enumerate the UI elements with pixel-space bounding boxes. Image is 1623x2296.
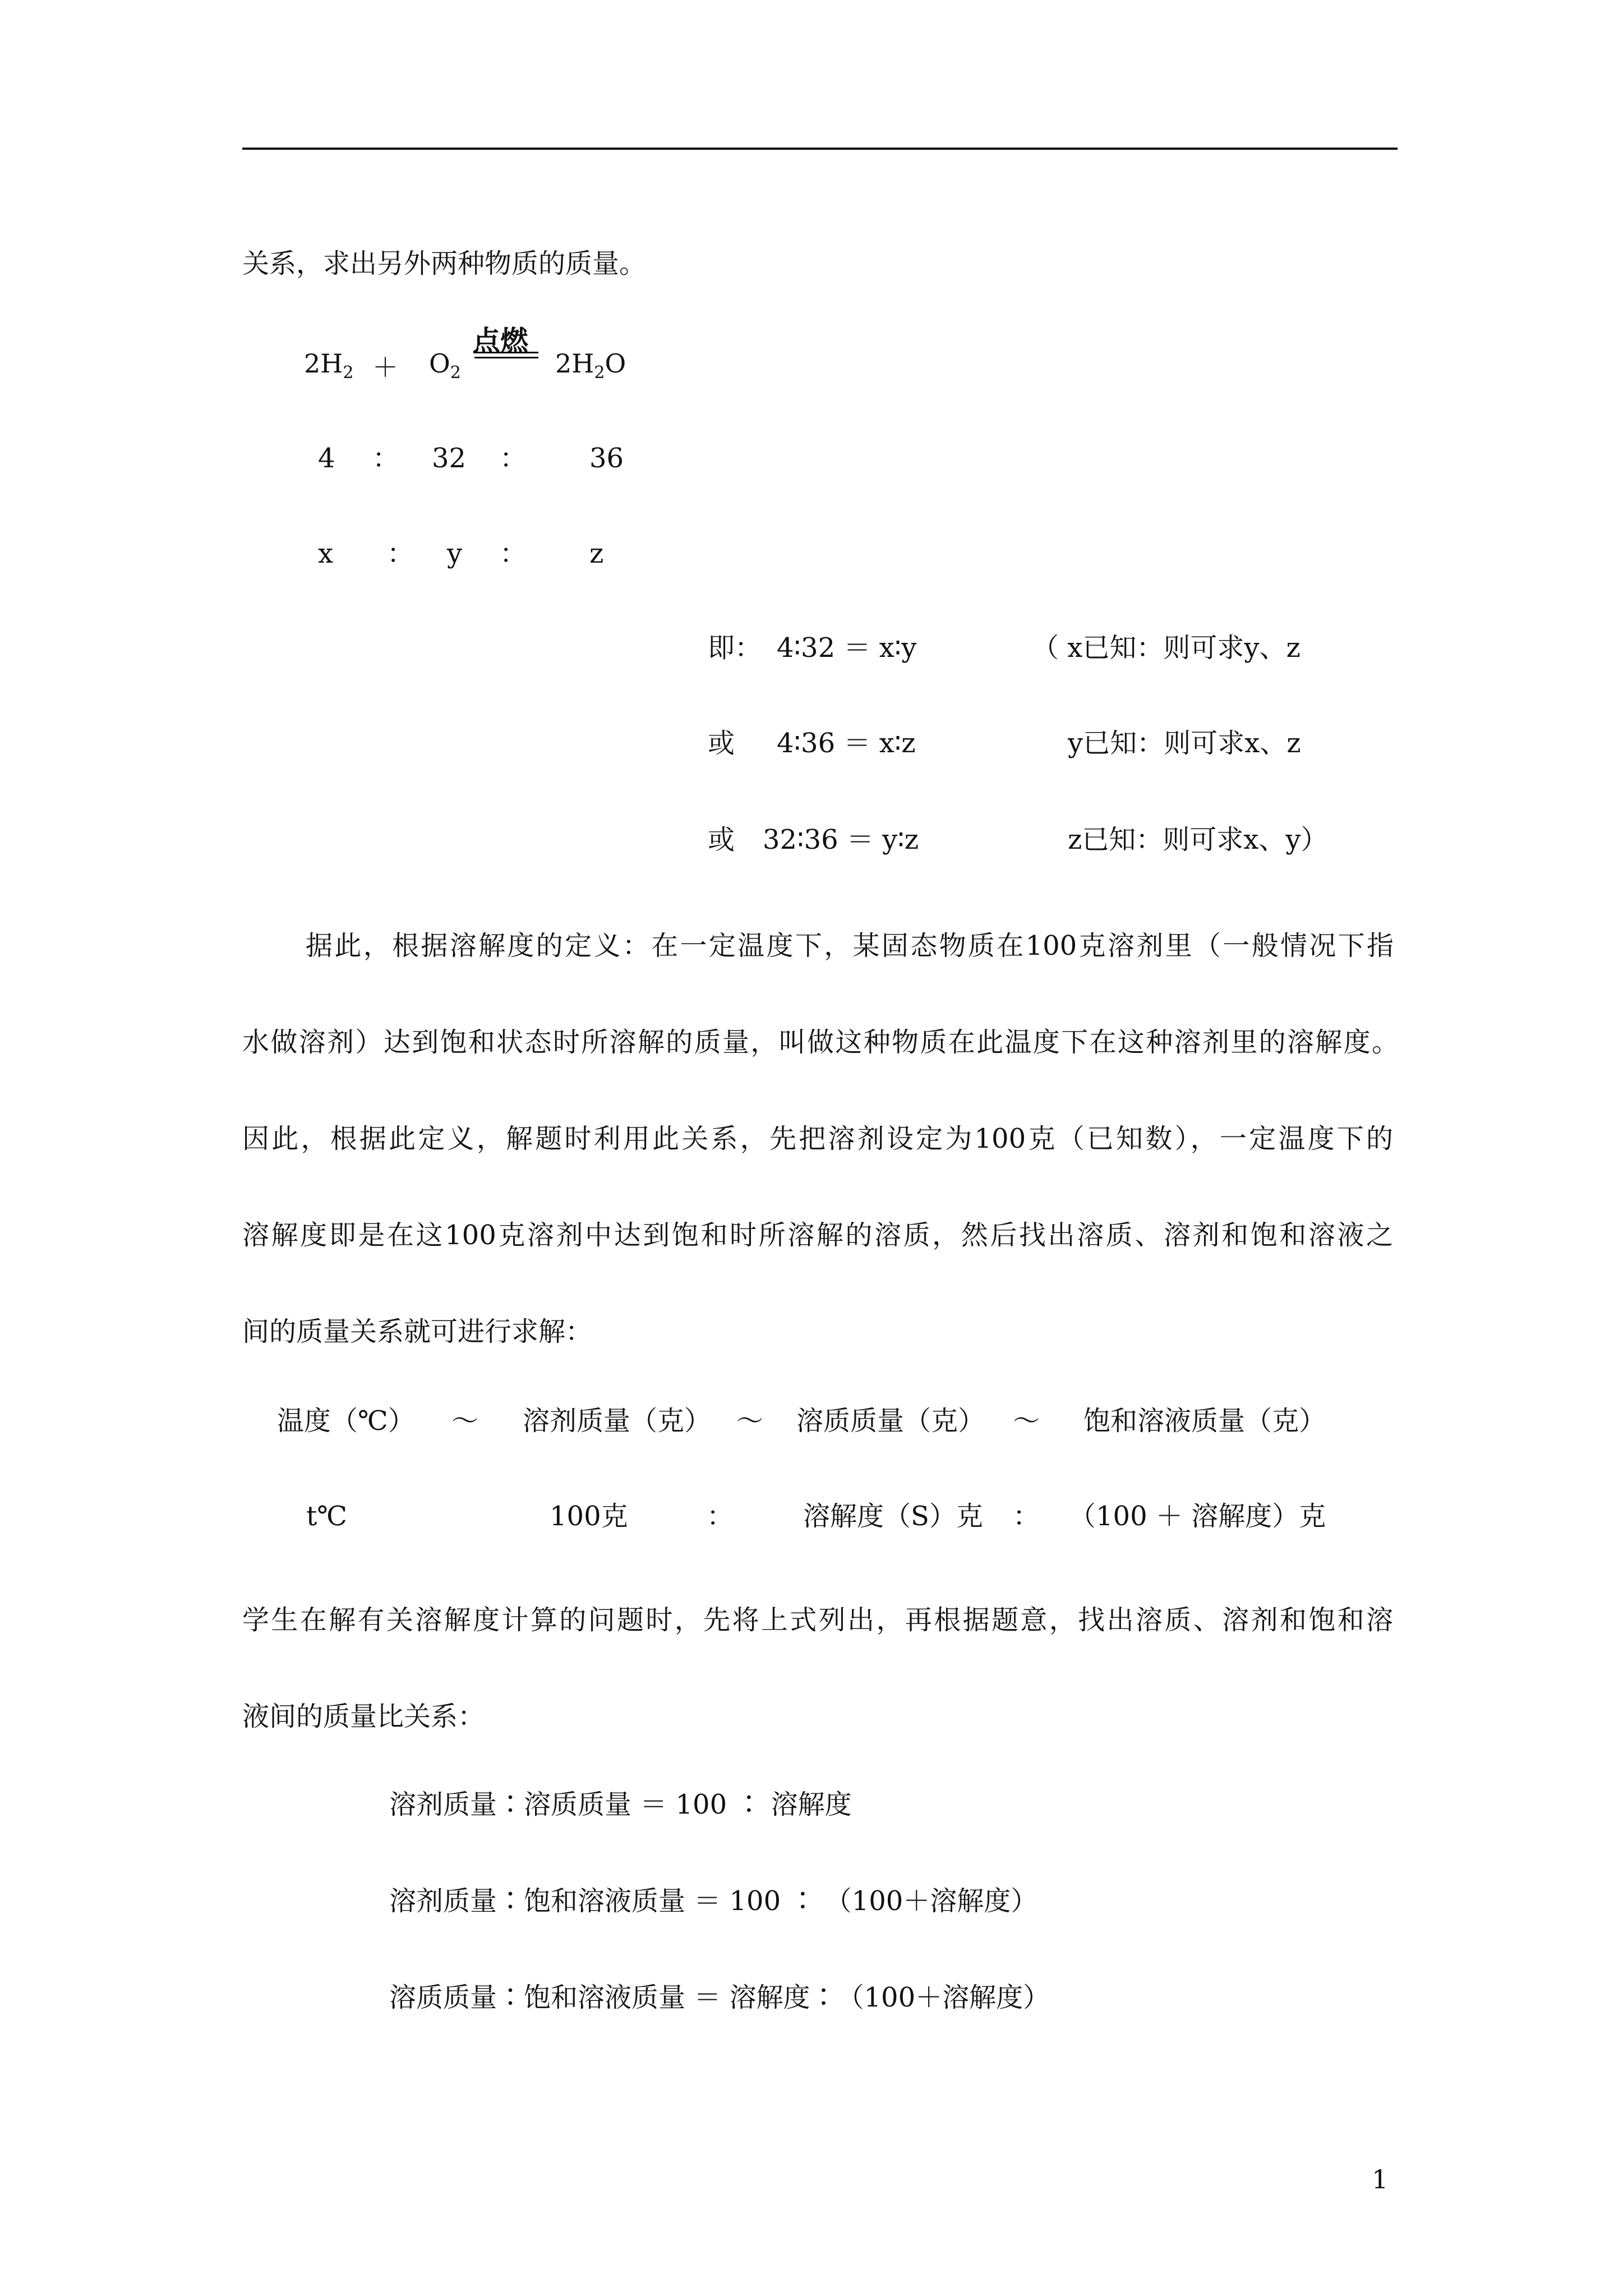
paragraph-line: 液间的质量比关系：: [242, 1701, 485, 1732]
mass-sep-1: ：: [372, 443, 400, 474]
ratio-prefix: 或: [708, 728, 735, 759]
var-x: x: [318, 538, 334, 569]
ratio-expression: 32∶36 ＝ y∶z: [763, 824, 919, 855]
paragraph-line: 间的质量关系就可进行求解：: [242, 1316, 593, 1347]
relation-item: 溶质质量∶饱和溶液质量 ＝ 溶解度∶（100＋溶解度）: [389, 1982, 1050, 2013]
ratio-note: z已知：则可求x、y）: [1068, 824, 1328, 855]
value-sep: ：: [707, 1501, 734, 1532]
var-y: y: [447, 538, 463, 569]
ratio-note: （ x已知：则可求y、z: [1032, 632, 1301, 664]
reactant-o2: $O_2$: [429, 348, 461, 383]
header-solute-mass: 溶质质量（克）: [796, 1405, 985, 1437]
relation-item: 溶剂质量∶饱和溶液质量 ＝ 100 ∶ （100＋溶解度）: [389, 1885, 1038, 1917]
header-solvent-mass: 溶剂质量（克）: [523, 1405, 712, 1437]
mass-h2o: 36: [589, 443, 624, 474]
header-sep: ～: [736, 1405, 764, 1437]
paragraph-line: 学生在解有关溶解度计算的问题时，先将上式列出，再根据题意，找出溶质、溶剂和饱和溶: [242, 1604, 1393, 1636]
value-solute-mass: 溶解度（S）克: [803, 1501, 983, 1532]
header-sep: ～: [1013, 1405, 1040, 1437]
ratio-prefix: 或: [708, 824, 735, 855]
equals-bar-top: [474, 352, 538, 353]
value-sep: ：: [1013, 1501, 1040, 1532]
mass-o2: 32: [432, 443, 467, 474]
plus-sign: ＋: [372, 352, 398, 383]
relation-item: 溶剂质量∶溶质质量 ＝ 100 ∶ 溶解度: [389, 1789, 852, 1820]
var-sep-1: ：: [387, 538, 414, 569]
paragraph-line: 因此，根据此定义，解题时利用此关系，先把溶剂设定为100克（已知数），一定温度下的: [242, 1123, 1393, 1154]
reactant-h2: $2H_2$: [304, 348, 354, 383]
intro-line: 关系，求出另外两种物质的质量。: [242, 248, 647, 279]
ratio-expression: 4∶36 ＝ x∶z: [777, 728, 916, 759]
var-z: z: [589, 538, 604, 569]
header-rule: [242, 148, 1398, 150]
header-temperature: 温度（℃）: [277, 1405, 415, 1437]
mass-sep-2: ：: [500, 443, 527, 474]
page-number: 1: [1372, 2164, 1389, 2194]
value-solvent-mass: 100克: [550, 1501, 628, 1532]
ratio-note: y已知：则可求x、z: [1068, 728, 1301, 759]
paragraph-line: 溶解度即是在这100克溶剂中达到饱和时所溶解的溶质，然后找出溶质、溶剂和饱和溶液之: [242, 1220, 1393, 1251]
paragraph-line: 据此，根据溶解度的定义：在一定温度下，某固态物质在100克溶剂里（一般情况下指: [306, 930, 1394, 961]
reaction-condition: 点燃: [472, 325, 528, 357]
value-temperature: t℃: [306, 1501, 347, 1532]
header-solution-mass: 饱和溶液质量（克）: [1083, 1405, 1326, 1437]
equals-bar-bottom: [474, 357, 538, 358]
paragraph-line: 水做溶剂）达到饱和状态时所溶解的质量，叫做这种物质在此温度下在这种溶剂里的溶解度。: [242, 1027, 1399, 1058]
ratio-expression: 4∶32 ＝ x∶y: [777, 632, 917, 664]
value-solution-mass: （100 ＋ 溶解度）克: [1069, 1501, 1326, 1532]
ratio-prefix: 即：: [708, 632, 762, 664]
var-sep-2: ：: [500, 538, 527, 569]
header-sep: ～: [451, 1405, 479, 1437]
product-h2o: $2H_2O$: [555, 348, 626, 383]
mass-h2: 4: [318, 443, 335, 474]
